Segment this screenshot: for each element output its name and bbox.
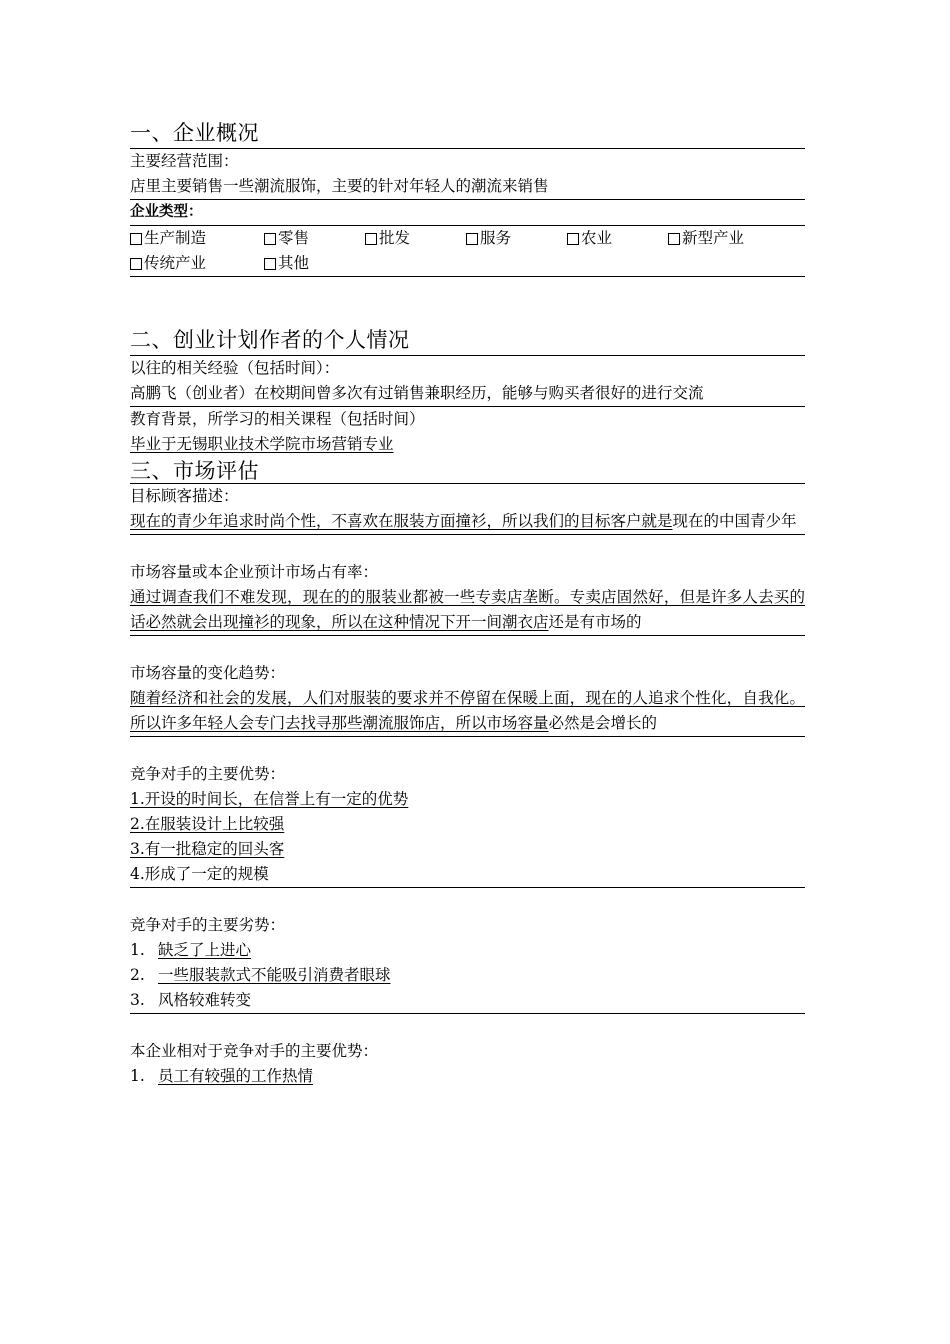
list-item: 1. 员工有较强的工作热情: [130, 1067, 314, 1085]
market-trend-text: 随着经济和社会的发展，人们对服装的要求并不停留在保暖上面，现在的人追求个性化，自我化。所以许多年轻人会专门去找寻那些潮流服饰店，所以市场容量必然是会增长的: [130, 689, 805, 732]
section-heading-author-info: 二、创业计划作者的个人情况: [130, 328, 410, 352]
company-type-options-row-1: [130, 226, 805, 251]
market-trend-label: 市场容量的变化趋势：: [130, 664, 286, 682]
experience-label: 以往的相关经验（包括时间）：: [130, 359, 340, 377]
own-advantages-label: 本企业相对于竞争对手的主要优势：: [130, 1042, 379, 1060]
type-option-wholesale[interactable]: 批发: [365, 226, 466, 251]
education-label: 教育背景，所学习的相关课程（包括时间）: [130, 410, 425, 428]
list-item: 1.开设的时间长，在信誉上有一定的优势: [130, 790, 409, 808]
competitor-advantages-label: 竞争对手的主要优势：: [130, 765, 286, 783]
section-heading-market-assessment: 三、市场评估: [130, 459, 259, 483]
checkbox-icon[interactable]: [365, 233, 377, 245]
target-customer-text: 现在的青少年追求时尚个性，不喜欢在服装方面撞衫，所以我们的目标客户就是现在的中国青少年: [130, 512, 797, 530]
document-content: [130, 118, 805, 1089]
company-type-options-row-2: [130, 251, 805, 276]
list-item: 4.形成了一定的规模: [130, 865, 269, 883]
section-heading-company-overview: 一、企业概况: [130, 121, 259, 145]
checkbox-icon[interactable]: [264, 233, 276, 245]
type-option-manufacturing[interactable]: 生产制造: [130, 226, 264, 251]
competitor-weaknesses-label: 竞争对手的主要劣势：: [130, 916, 286, 934]
list-item: 2. 一些服装款式不能吸引消费者眼球: [130, 966, 391, 984]
checkbox-icon[interactable]: [567, 233, 579, 245]
list-item: 3.有一批稳定的回头客: [130, 840, 285, 858]
type-option-service[interactable]: 服务: [466, 226, 567, 251]
company-type-label: 企业类型：: [130, 204, 203, 220]
type-option-retail[interactable]: 零售: [264, 226, 365, 251]
list-item: 2.在服装设计上比较强: [130, 815, 285, 833]
checkbox-icon[interactable]: [668, 233, 680, 245]
type-option-agriculture[interactable]: 农业: [567, 226, 668, 251]
checkbox-icon[interactable]: [130, 258, 142, 270]
type-option-traditional-industry[interactable]: 传统产业: [130, 251, 264, 276]
target-customer-label: 目标顾客描述：: [130, 487, 239, 505]
type-option-other[interactable]: 其他: [264, 251, 309, 276]
checkbox-icon[interactable]: [466, 233, 478, 245]
type-option-new-industry[interactable]: 新型产业: [668, 226, 744, 251]
education-text: 毕业于无锡职业技术学院市场营销专业: [130, 435, 394, 453]
experience-text: 高鹏飞（创业者）在校期间曾多次有过销售兼职经历，能够与购买者很好的进行交流: [130, 384, 704, 402]
business-scope-text: 店里主要销售一些潮流服饰，主要的针对年轻人的潮流来销售: [130, 177, 549, 195]
market-share-text: 通过调查我们不难发现，现在的的服装业都被一些专卖店垄断。专卖店固然好，但是许多人去买的话必然就会出现撞衫的现象，所以在这种情况下开一间潮衣店还是有市场的: [130, 588, 805, 631]
market-share-label: 市场容量或本企业预计市场占有率：: [130, 563, 379, 581]
checkbox-icon[interactable]: [130, 233, 142, 245]
list-item: 1. 缺乏了上进心: [130, 941, 252, 959]
business-scope-label: 主要经营范围：: [130, 152, 239, 170]
checkbox-icon[interactable]: [264, 258, 276, 270]
list-item: 3. 风格较难转变: [130, 991, 252, 1009]
